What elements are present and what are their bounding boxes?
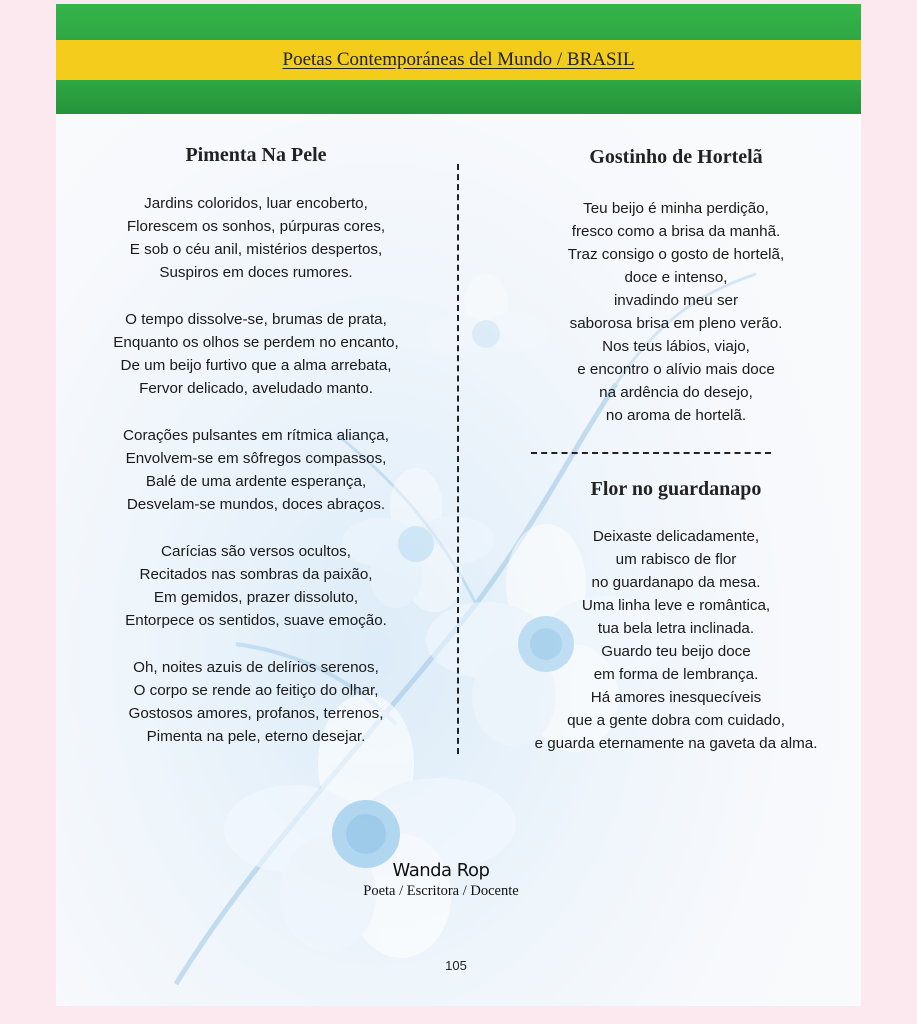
stanza (516, 197, 836, 427)
poem-line: Há amores inesquecíveis (590, 689, 762, 706)
poem-line: Florescem os sonhos, púrpuras cores, (126, 218, 386, 235)
poem-line: Jardins coloridos, luar encoberto, (144, 195, 368, 212)
poem-line: tua bela letra inclinada. (597, 620, 755, 637)
poem-line: Envolvem-se em sôfregos compassos, (125, 450, 387, 467)
poem-line: Traz consigo o gosto de hortelã, (567, 246, 785, 263)
poem-line: fresco como a brisa da manhã. (571, 223, 781, 240)
author-role: Poeta / Escritora / Docente (363, 883, 519, 899)
poem-line: doce e intenso, (624, 269, 728, 286)
poem-line: saborosa brisa em pleno verão. (569, 315, 783, 332)
poem-line: Entorpece os sentidos, suave emoção. (125, 612, 387, 629)
poem-gostinho-de-hortela (516, 146, 836, 427)
poem-line: invadindo meu ser (613, 292, 739, 309)
poem-line: em forma de lembrança. (593, 666, 759, 683)
poem-flor-no-guardanapo (496, 478, 856, 755)
poem-line: De um beijo furtivo que a alma arrebata, (120, 357, 392, 374)
poem-line: no guardanapo da mesa. (591, 574, 761, 591)
poem-line: um rabisco de flor (615, 551, 737, 568)
poem-line: Gostosos amores, profanos, terrenos, (128, 705, 384, 722)
stanza (496, 525, 856, 755)
poem-line: Carícias são versos ocultos, (161, 543, 351, 560)
poem-line: no aroma de hortelã. (605, 407, 747, 424)
poem-line: Pimenta na pele, eterno desejar. (146, 728, 366, 745)
poem-line: Oh, noites azuis de delírios serenos, (133, 659, 379, 676)
poem-line: O corpo se rende ao feitiço do olhar, (133, 682, 379, 699)
page-number: 105 (445, 958, 467, 973)
poem-line: que a gente dobra com cuidado, (567, 712, 785, 729)
horizontal-divider (531, 452, 771, 454)
poem-line: Uma linha leve e romântica, (581, 597, 771, 614)
poem-title: Gostinho de Hortelã (589, 146, 763, 168)
poem-line: O tempo dissolve-se, brumas de prata, (125, 311, 387, 328)
poem-line: Em gemidos, prazer dissoluto, (153, 589, 359, 606)
page (56, 4, 861, 1006)
stanza (76, 308, 436, 400)
poem-line: na ardência do desejo, (599, 384, 753, 401)
poem-line: Balé de uma ardente esperança, (145, 473, 367, 490)
vertical-divider (457, 164, 459, 754)
poem-line: Deixaste delicadamente, (592, 528, 760, 545)
poem-line: Enquanto os olhos se perdem no encanto, (113, 334, 399, 351)
poem-line: E sob o céu anil, mistérios despertos, (129, 241, 383, 258)
stanza (76, 424, 436, 516)
poem-line: Guardo teu beijo doce (601, 643, 751, 660)
poem-line: Recitados nas sombras da paixão, (139, 566, 373, 583)
stanza (76, 540, 436, 632)
poem-line: Fervor delicado, aveludado manto. (139, 380, 373, 397)
poem-line: Nos teus lábios, viajo, (602, 338, 750, 355)
stanza (76, 656, 436, 748)
poem-line: Teu beijo é minha perdição, (583, 200, 769, 217)
header-title: Poetas Contemporáneas del Mundo / BRASIL (282, 49, 635, 70)
poem-title: Flor no guardanapo (590, 478, 762, 500)
poem-line: e encontro o alívio mais doce (577, 361, 775, 378)
author-name: Wanda Rop (392, 860, 490, 881)
author-block (361, 860, 521, 900)
poem-line: Corações pulsantes em rítmica aliança, (123, 427, 389, 444)
poem-line: e guarda eternamente na gaveta da alma. (534, 735, 818, 752)
poem-line: Desvelam-se mundos, doces abraços. (126, 496, 386, 513)
poem-title: Pimenta Na Pele (185, 144, 327, 166)
stanza (76, 192, 436, 284)
poem-line: Suspiros em doces rumores. (159, 264, 353, 281)
poem-pimenta-na-pele (76, 144, 436, 748)
